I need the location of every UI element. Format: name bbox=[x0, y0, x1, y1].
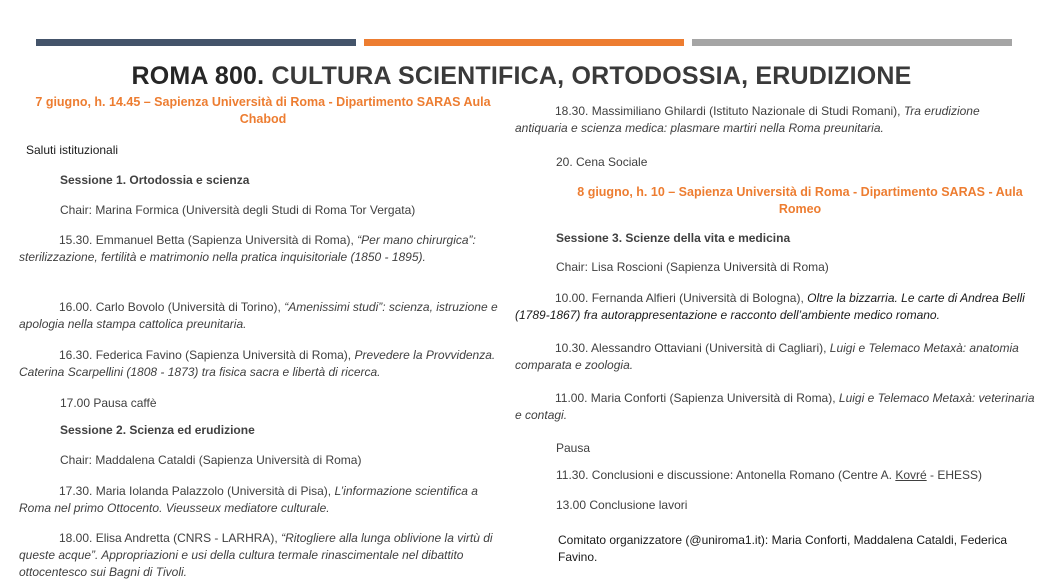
talk-palazzolo bbox=[19, 483, 509, 517]
talk-palazzolo-speaker: 17.30. Maria Iolanda Palazzolo (Università di Pisa), bbox=[59, 484, 335, 498]
day2-header: 8 giugno, h. 10 – Sapienza Università di Roma - Dipartimento SARAS - Aula Romeo bbox=[577, 185, 1023, 216]
saluti-istituzionali: Saluti istituzionali bbox=[26, 143, 119, 157]
talk-ottaviani bbox=[515, 340, 1035, 374]
decor-bar-gray bbox=[692, 39, 1012, 46]
talk-ottaviani-speaker: 10.30. Alessandro Ottaviani (Università di Cagliari), bbox=[555, 341, 830, 355]
conclusions-prefix: 11.30. Conclusioni e discussione: Antonella Romano (Centre A. bbox=[556, 468, 896, 482]
talk-andretta-title: “Ritogliere alla lunga oblivione la virtù di queste acque”. Appropriazioni e usi della cultura termale rinascimentale nel dibattito ottocentesco sui Bagni di Tivoli. bbox=[19, 531, 493, 579]
coffee-break: 17.00 Pausa caffè bbox=[60, 396, 157, 410]
session2-title: Sessione 2. Scienza ed erudizione bbox=[60, 423, 255, 437]
day1-header: 7 giugno, h. 14.45 – Sapienza Università di Roma - Dipartimento SARAS Aula Chabod bbox=[35, 95, 491, 126]
decor-bar-orange bbox=[364, 39, 684, 46]
talk-ghilardi-title: Tra erudizione antiquaria e scienza medica: plasmare martiri nella Roma preunitaria. bbox=[515, 104, 980, 135]
page-title bbox=[0, 62, 1043, 91]
session1-title: Sessione 1. Ortodossia e scienza bbox=[60, 173, 250, 187]
talk-betta-speaker: 15.30. Emmanuel Betta (Sapienza Università di Roma), bbox=[59, 233, 358, 247]
talk-bovolo-title: “Amenissimi studi”: scienza, istruzione e apologia nella stampa cattolica preunitaria. bbox=[19, 300, 498, 331]
talk-bovolo-speaker: 16.00. Carlo Bovolo (Università di Torino), bbox=[59, 300, 285, 314]
talk-conforti bbox=[515, 390, 1035, 424]
conclusions bbox=[556, 467, 1036, 484]
talk-conforti-speaker: 11.00. Maria Conforti (Sapienza Università di Roma), bbox=[555, 391, 839, 405]
talk-alfieri-title: Oltre la bizzarria. Le carte di Andrea Belli (1789-1867) bbox=[515, 291, 1025, 322]
talk-conforti-title: Luigi e Telemaco Metaxà: veterinaria e contagi. bbox=[515, 391, 1035, 422]
talk-alfieri-speaker: 10.00. Fernanda Alfieri (Università di Bologna), bbox=[555, 291, 808, 305]
talk-favino bbox=[19, 347, 509, 381]
talk-ghilardi-speaker: 18.30. Massimiliano Ghilardi (Istituto Nazionale di Studi Romani), bbox=[555, 104, 904, 118]
talk-betta bbox=[19, 232, 509, 266]
title-part1: ROMA 800. bbox=[131, 62, 265, 90]
cena-sociale: 20. Cena Sociale bbox=[556, 155, 648, 169]
talk-favino-speaker: 16.30. Federica Favino (Sapienza Università di Roma), bbox=[59, 348, 355, 362]
talk-ghilardi bbox=[515, 103, 1035, 137]
talk-alfieri bbox=[515, 290, 1040, 324]
talk-andretta bbox=[19, 530, 509, 581]
talk-ottaviani-title: Luigi e Telemaco Metaxà: anatomia comparata e zoologia. bbox=[515, 341, 1019, 372]
conclusions-kovre: Kovré bbox=[895, 468, 927, 482]
decor-bar-dark bbox=[36, 39, 356, 46]
title-part2: CULTURA SCIENTIFICA, ORTODOSSIA, ERUDIZIONE bbox=[264, 62, 912, 90]
pausa: Pausa bbox=[556, 441, 591, 455]
talk-andretta-speaker: 18.00. Elisa Andretta (CNRS - LARHRA), bbox=[59, 531, 282, 545]
talk-betta-title: “Per mano chirurgica”: sterilizzazione, fertilità e matrimonio nella pratica inquisitoriale (1850 - 1895). bbox=[19, 233, 476, 264]
talk-favino-title: Prevedere la Provvidenza. Caterina Scarpellini (1808 - 1873) tra fisica sacra e libertà di ricerca. bbox=[19, 348, 496, 379]
closing: 13.00 Conclusione lavori bbox=[556, 498, 688, 512]
organizing-committee: Comitato organizzatore (@uniroma1.it): Maria Conforti, Maddalena Cataldi, Federica Favino. bbox=[558, 533, 1008, 564]
talk-alfieri-rest: fra autorappresentazione e racconto dell’ambiente medico romano. bbox=[580, 308, 940, 322]
session3-chair: Chair: Lisa Roscioni (Sapienza Università di Roma) bbox=[556, 260, 829, 274]
talk-palazzolo-title: L’informazione scientifica a Roma nel primo Ottocento. Vieusseux mediatore culturale. bbox=[19, 484, 478, 515]
conclusions-suffix: - EHESS) bbox=[926, 468, 983, 482]
session1-chair: Chair: Marina Formica (Università degli Studi di Roma Tor Vergata) bbox=[60, 203, 416, 217]
session3-title: Sessione 3. Scienze della vita e medicina bbox=[556, 231, 791, 245]
session2-chair: Chair: Maddalena Cataldi (Sapienza Università di Roma) bbox=[60, 453, 362, 467]
talk-bovolo bbox=[19, 299, 509, 333]
